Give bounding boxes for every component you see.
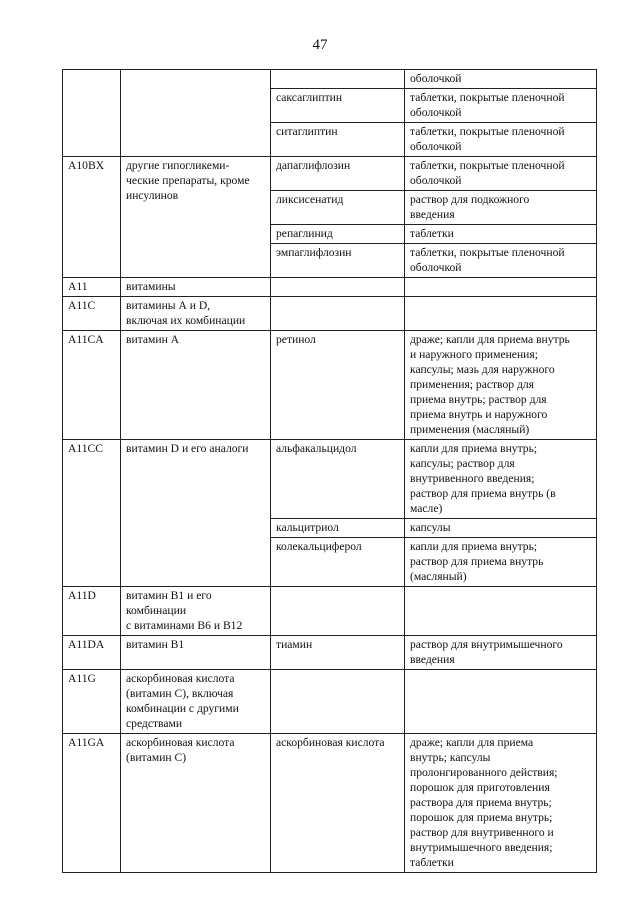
group-line: ческие препараты, кроме <box>126 174 250 187</box>
atc-code-cell: A11GA <box>63 734 121 873</box>
group-cell <box>121 331 271 440</box>
group-line: (витамин С) <box>126 751 187 764</box>
group-cell <box>121 734 271 873</box>
drug-name-cell <box>271 670 405 734</box>
table-row <box>63 331 597 440</box>
drug-name-cell: эмпаглифлозин <box>271 244 405 278</box>
dosage-form-line: капсулы <box>410 521 451 534</box>
page-number: 47 <box>312 37 328 53</box>
dosage-form-line: оболочкой <box>410 106 462 119</box>
table-row <box>63 636 597 670</box>
group-line: инсулинов <box>126 189 179 202</box>
table-body <box>63 70 597 873</box>
atc-code-cell: A11CC <box>63 440 121 587</box>
group-line: витамин B1 <box>126 638 185 651</box>
group-cell <box>121 278 271 297</box>
group-cell <box>121 636 271 670</box>
table-row <box>63 670 597 734</box>
dosage-form-line: таблетки, покрытые пленочной <box>410 246 565 259</box>
drug-name-cell <box>271 297 405 331</box>
dosage-form-line: (масляный) <box>410 570 467 583</box>
group-line: витамин D и его аналоги <box>126 442 249 455</box>
drug-name-cell: репаглинид <box>271 225 405 244</box>
dosage-forms-cell <box>405 587 597 636</box>
dosage-form-line: капли для приема внутрь; <box>410 442 538 455</box>
dosage-forms-cell <box>405 70 597 89</box>
dosage-form-line: внутримышечного введения; <box>410 841 553 854</box>
dosage-forms-cell <box>405 331 597 440</box>
atc-code-cell: A11D <box>63 587 121 636</box>
dosage-form-line: оболочкой <box>410 261 462 274</box>
group-line: витамин B1 и его <box>126 589 212 602</box>
dosage-forms-cell <box>405 225 597 244</box>
dosage-form-line: таблетки <box>410 227 454 240</box>
dosage-form-line: порошок для приема внутрь; <box>410 811 553 824</box>
dosage-form-line: раствора для приема внутрь; <box>410 796 552 809</box>
drug-name-cell: ситаглиптин <box>271 123 405 157</box>
atc-code-cell: A10BX <box>63 157 121 278</box>
dosage-form-line: внутривенного введения; <box>410 472 535 485</box>
dosage-forms-cell <box>405 244 597 278</box>
dosage-form-line: таблетки, покрытые пленочной <box>410 125 565 138</box>
group-line: с витаминами B6 и B12 <box>126 619 243 632</box>
table-row <box>63 278 597 297</box>
dosage-form-line: применения (масляный) <box>410 423 530 436</box>
drug-name-cell <box>271 587 405 636</box>
dosage-form-line: драже; капли для приема внутрь <box>410 333 570 346</box>
dosage-form-line: таблетки <box>410 856 454 869</box>
dosage-form-line: капсулы; мазь для наружного <box>410 363 555 376</box>
dosage-form-line: введения <box>410 208 455 221</box>
dosage-form-line: оболочкой <box>410 140 462 153</box>
dosage-form-line: раствор для подкожного <box>410 193 530 206</box>
drug-name-cell <box>271 278 405 297</box>
drug-registry-table <box>62 69 597 873</box>
group-line: другие гипогликеми- <box>126 159 230 172</box>
dosage-forms-cell <box>405 734 597 873</box>
table-row <box>63 157 597 191</box>
dosage-form-line: внутрь; капсулы <box>410 751 491 764</box>
group-line: комбинации <box>126 604 187 617</box>
group-line: витамины <box>126 280 176 293</box>
dosage-form-line: таблетки, покрытые пленочной <box>410 91 565 104</box>
dosage-form-line: раствор для приема внутрь <box>410 555 544 568</box>
dosage-forms-cell <box>405 636 597 670</box>
drug-name-cell: дапаглифлозин <box>271 157 405 191</box>
table-row <box>63 70 597 89</box>
dosage-form-line: таблетки, покрытые пленочной <box>410 159 565 172</box>
dosage-form-line: раствор для внутримышечного <box>410 638 563 651</box>
table-row <box>63 440 597 519</box>
group-line: аскорбиновая кислота <box>126 736 235 749</box>
dosage-form-line: применения; раствор для <box>410 378 534 391</box>
dosage-forms-cell <box>405 123 597 157</box>
atc-code-cell: A11 <box>63 278 121 297</box>
group-cell <box>121 297 271 331</box>
dosage-forms-cell <box>405 89 597 123</box>
drug-name-cell: альфакальцидол <box>271 440 405 519</box>
group-line: комбинации с другими <box>126 702 239 715</box>
dosage-forms-cell <box>405 440 597 519</box>
group-cell <box>121 670 271 734</box>
dosage-form-line: оболочкой <box>410 72 462 85</box>
group-cell <box>121 70 271 157</box>
group-cell <box>121 440 271 587</box>
table-row <box>63 734 597 873</box>
drug-name-cell: ликсисенатид <box>271 191 405 225</box>
dosage-form-line: приема внутрь и наружного <box>410 408 548 421</box>
dosage-form-line: порошок для приготовления <box>410 781 550 794</box>
dosage-form-line: оболочкой <box>410 174 462 187</box>
table-row <box>63 297 597 331</box>
dosage-form-line: раствор для внутривенного и <box>410 826 554 839</box>
atc-code-cell: A11C <box>63 297 121 331</box>
group-line: аскорбиновая кислота <box>126 672 235 685</box>
dosage-form-line: раствор для приема внутрь (в <box>410 487 556 500</box>
table-row <box>63 587 597 636</box>
group-line: витамины А и D, <box>126 299 211 312</box>
drug-name-cell <box>271 70 405 89</box>
dosage-forms-cell <box>405 519 597 538</box>
drug-name-cell: колекальциферол <box>271 538 405 587</box>
dosage-form-line: приема внутрь; раствор для <box>410 393 547 406</box>
drug-name-cell: ретинол <box>271 331 405 440</box>
drug-name-cell: тиамин <box>271 636 405 670</box>
group-line: витамин А <box>126 333 180 346</box>
dosage-forms-cell <box>405 297 597 331</box>
drug-name-cell: саксаглиптин <box>271 89 405 123</box>
dosage-form-line: и наружного применения; <box>410 348 538 361</box>
atc-code-cell: A11G <box>63 670 121 734</box>
group-line: включая их комбинации <box>126 314 246 327</box>
dosage-forms-cell <box>405 670 597 734</box>
dosage-form-line: капсулы; раствор для <box>410 457 515 470</box>
drug-name-cell: аскорбиновая кислота <box>271 734 405 873</box>
dosage-forms-cell <box>405 157 597 191</box>
group-cell <box>121 157 271 278</box>
dosage-forms-cell <box>405 538 597 587</box>
atc-code-cell: A11DA <box>63 636 121 670</box>
dosage-form-line: масле) <box>410 502 443 515</box>
group-line: (витамин С), включая <box>126 687 234 700</box>
group-line: средствами <box>126 717 183 730</box>
dosage-form-line: капли для приема внутрь; <box>410 540 538 553</box>
dosage-forms-cell <box>405 278 597 297</box>
dosage-form-line: введения <box>410 653 455 666</box>
drug-name-cell: кальцитриол <box>271 519 405 538</box>
atc-code-cell: A11CA <box>63 331 121 440</box>
dosage-form-line: пролонгированного действия; <box>410 766 558 779</box>
dosage-form-line: драже; капли для приема <box>410 736 534 749</box>
dosage-forms-cell <box>405 191 597 225</box>
atc-code-cell <box>63 70 121 157</box>
group-cell <box>121 587 271 636</box>
